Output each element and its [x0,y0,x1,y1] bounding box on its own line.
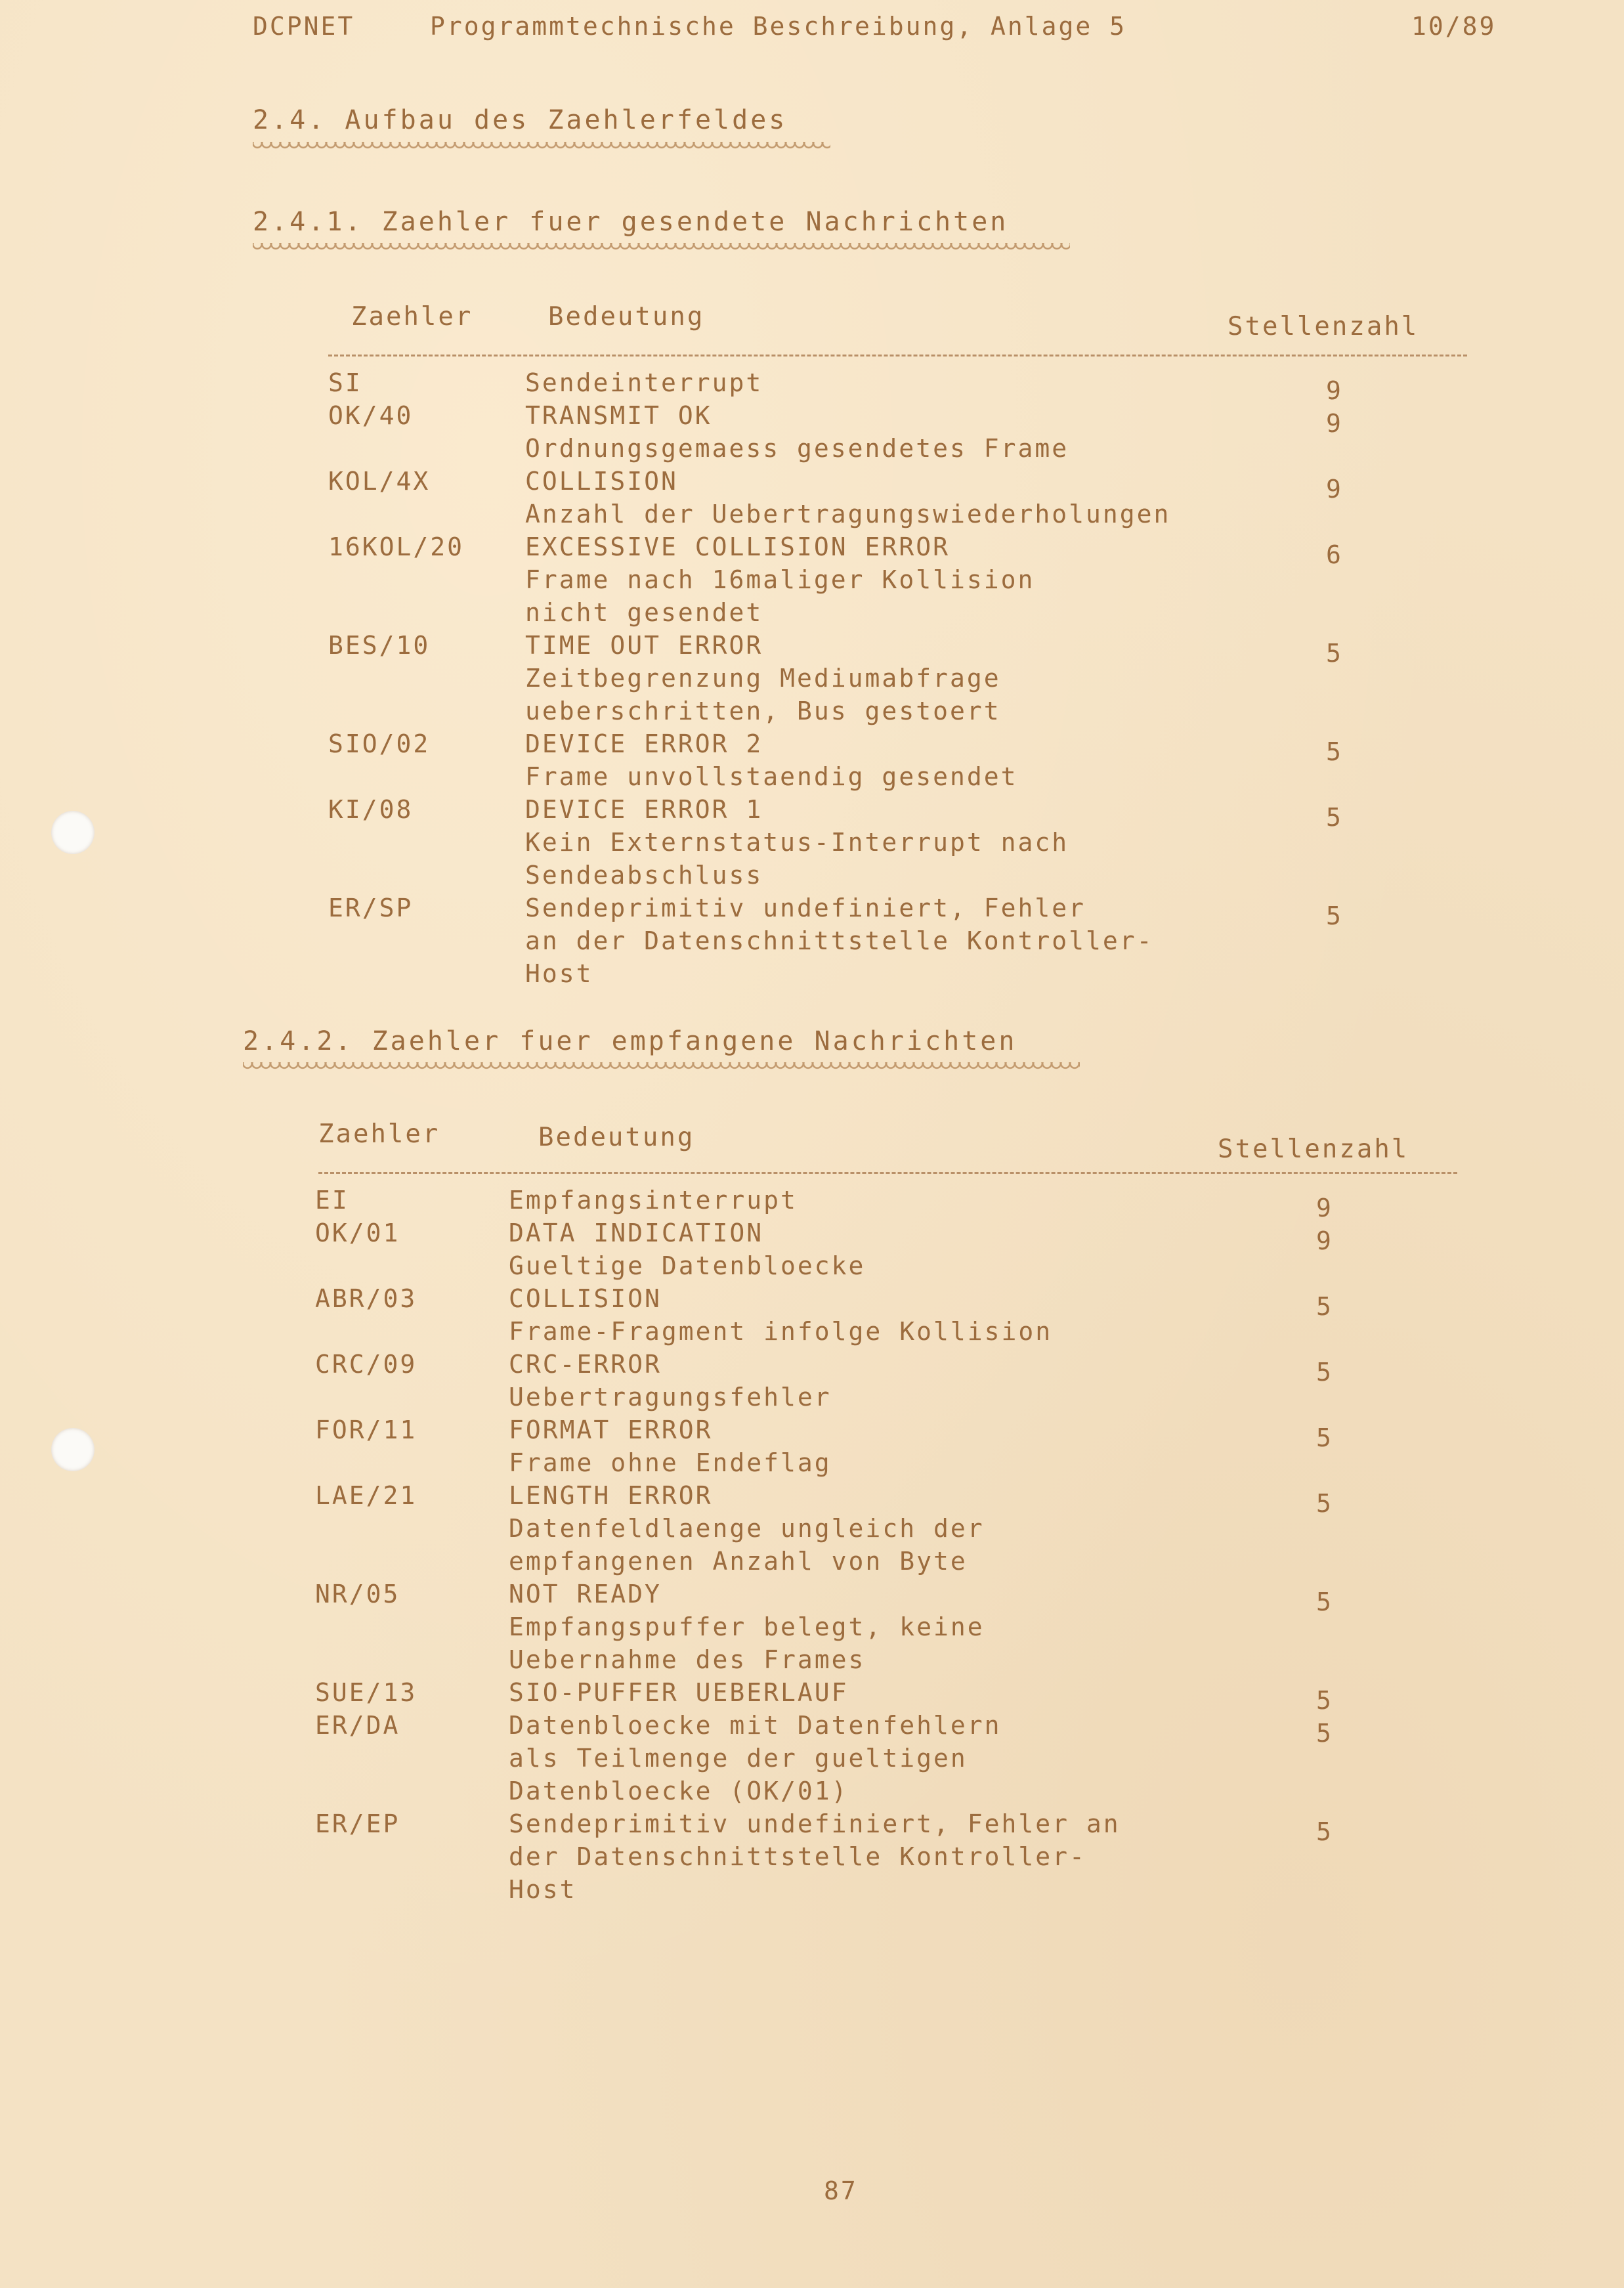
col-header-meaning-received: Bedeutung [538,1123,695,1152]
description-line: der Datenschnittstelle Kontroller- [509,1842,1086,1871]
description-line: LENGTH ERROR [509,1481,713,1510]
counter-digits: 9 [1316,1226,1333,1255]
counter-description [509,1807,1121,1906]
header-date: 10/89 [1411,12,1497,41]
header-left: DCPNET [253,12,355,41]
description-line: DATA INDICATION [509,1219,764,1247]
counter-description [509,1282,1052,1348]
counter-digits: 5 [1316,1719,1333,1748]
description-line: Datenfeldlaenge ungleich der [509,1514,985,1543]
counter-description [509,1414,832,1479]
counter-digits: 5 [1316,1358,1333,1387]
description-line: an der Datenschnittstelle Kontroller- [525,926,1154,955]
description-line: NOT READY [509,1580,662,1608]
description-line: Host [525,959,593,988]
counter-digits: 9 [1326,475,1343,504]
description-line: Ordnungsgemaess gesendetes Frame [525,434,1069,463]
counter-description [525,366,763,399]
counter-digits: 5 [1316,1489,1333,1518]
counter-description [509,1676,849,1709]
counter-digits: 9 [1316,1194,1333,1222]
description-line: COLLISION [525,467,678,496]
counter-digits: 5 [1326,803,1343,832]
counter-code: 16KOL/20 [328,532,465,561]
description-line: COLLISION [509,1284,662,1313]
counter-code: EI [315,1186,349,1215]
description-line: Sendeprimitiv undefiniert, Fehler an [509,1809,1121,1838]
counter-code: ER/DA [315,1711,400,1740]
counter-code: FOR/11 [315,1415,417,1444]
description-line: Sendeprimitiv undefiniert, Fehler [525,894,1086,922]
counter-digits: 5 [1316,1292,1333,1321]
counter-code: KI/08 [328,795,414,824]
description-line: Kein Externstatus-Interrupt nach [525,828,1069,857]
counter-description [525,727,1017,793]
col-header-meaning-sent: Bedeutung [548,302,705,332]
counter-description [525,892,1153,990]
description-line: Host [509,1875,577,1904]
punch-hole-lower [51,1428,95,1471]
description-line: DEVICE ERROR 2 [525,729,763,758]
counter-description [509,1217,865,1282]
table-rule-received [318,1172,1457,1174]
counter-code: SUE/13 [315,1678,417,1707]
punch-hole-upper [51,811,95,854]
counter-code: OK/01 [315,1219,400,1247]
counter-description [509,1184,798,1217]
description-line: EXCESSIVE COLLISION ERROR [525,532,950,561]
description-line: Anzahl der Uebertragungswiederholungen [525,500,1171,529]
section-heading-main: 2.4. Aufbau des Zaehlerfeldes [253,105,788,135]
counter-code: ER/EP [315,1809,400,1838]
description-line: nicht gesendet [525,598,763,627]
description-line: FORMAT ERROR [509,1415,713,1444]
counter-description [509,1578,985,1676]
description-line: Datenbloecke (OK/01) [509,1777,849,1805]
counter-description [525,465,1170,530]
header-title: Programmtechnische Beschreibung, Anlage 5 [430,12,1126,41]
description-line: empfangenen Anzahl von Byte [509,1547,968,1576]
description-line: Frame ohne Endeflag [509,1448,832,1477]
counter-digits: 5 [1316,1686,1333,1715]
description-line: TIME OUT ERROR [525,631,763,660]
counter-digits: 5 [1316,1587,1333,1616]
counter-code: LAE/21 [315,1481,417,1510]
counter-digits: 5 [1326,737,1343,766]
counter-code: OK/40 [328,401,414,430]
counter-description [525,530,1035,629]
col-header-counter-sent: Zaehler [351,302,473,332]
counter-code: ABR/03 [315,1284,417,1313]
col-header-digits-received: Stellenzahl [1218,1134,1409,1164]
counter-digits: 5 [1316,1817,1333,1846]
description-line: Sendeinterrupt [525,368,763,397]
counter-digits: 5 [1326,901,1343,930]
description-line: CRC-ERROR [509,1350,662,1379]
table-rule-sent [328,355,1467,356]
counter-description [509,1709,1001,1807]
counter-code: SI [328,368,362,397]
description-line: DEVICE ERROR 1 [525,795,763,824]
col-header-counter-received: Zaehler [318,1119,440,1149]
counter-code: CRC/09 [315,1350,417,1379]
counter-description [509,1479,985,1578]
col-header-digits-sent: Stellenzahl [1228,312,1419,341]
description-line: Frame unvollstaendig gesendet [525,762,1018,791]
counter-digits: 5 [1326,639,1343,668]
description-line: Frame nach 16maliger Kollision [525,565,1035,594]
section-heading-sent: 2.4.1. Zaehler fuer gesendete Nachrichten [253,207,1009,237]
counter-digits: 5 [1316,1423,1333,1452]
section-underline-main [253,142,830,151]
description-line: Uebertragungsfehler [509,1383,832,1412]
counter-digits: 6 [1326,540,1343,569]
counter-digits: 9 [1326,409,1343,438]
counter-description [525,629,1001,727]
description-line: TRANSMIT OK [525,401,712,430]
section-underline-received [243,1062,1080,1071]
description-line: Zeitbegrenzung Mediumabfrage [525,664,1001,693]
description-line: Sendeabschluss [525,861,763,890]
description-line: Gueltige Datenbloecke [509,1251,866,1280]
counter-description [525,793,1069,892]
section-underline-sent [253,243,1070,252]
counter-description [509,1348,832,1414]
counter-description [525,399,1069,465]
description-line: als Teilmenge der gueltigen [509,1744,968,1773]
description-line: Empfangspuffer belegt, keine [509,1612,985,1641]
counter-code: ER/SP [328,894,414,922]
description-line: Datenbloecke mit Datenfehlern [509,1711,1002,1740]
description-line: Uebernahme des Frames [509,1645,866,1674]
description-line: SIO-PUFFER UEBERLAUF [509,1678,849,1707]
counter-code: SIO/02 [328,729,431,758]
description-line: ueberschritten, Bus gestoert [525,697,1001,725]
counter-code: KOL/4X [328,467,431,496]
description-line: Frame-Fragment infolge Kollision [509,1317,1053,1346]
counter-code: NR/05 [315,1580,400,1608]
counter-digits: 9 [1326,376,1343,405]
page-number: 87 [824,2176,858,2205]
counter-code: BES/10 [328,631,431,660]
description-line: Empfangsinterrupt [509,1186,798,1215]
section-heading-received: 2.4.2. Zaehler fuer empfangene Nachrichten [243,1026,1017,1056]
